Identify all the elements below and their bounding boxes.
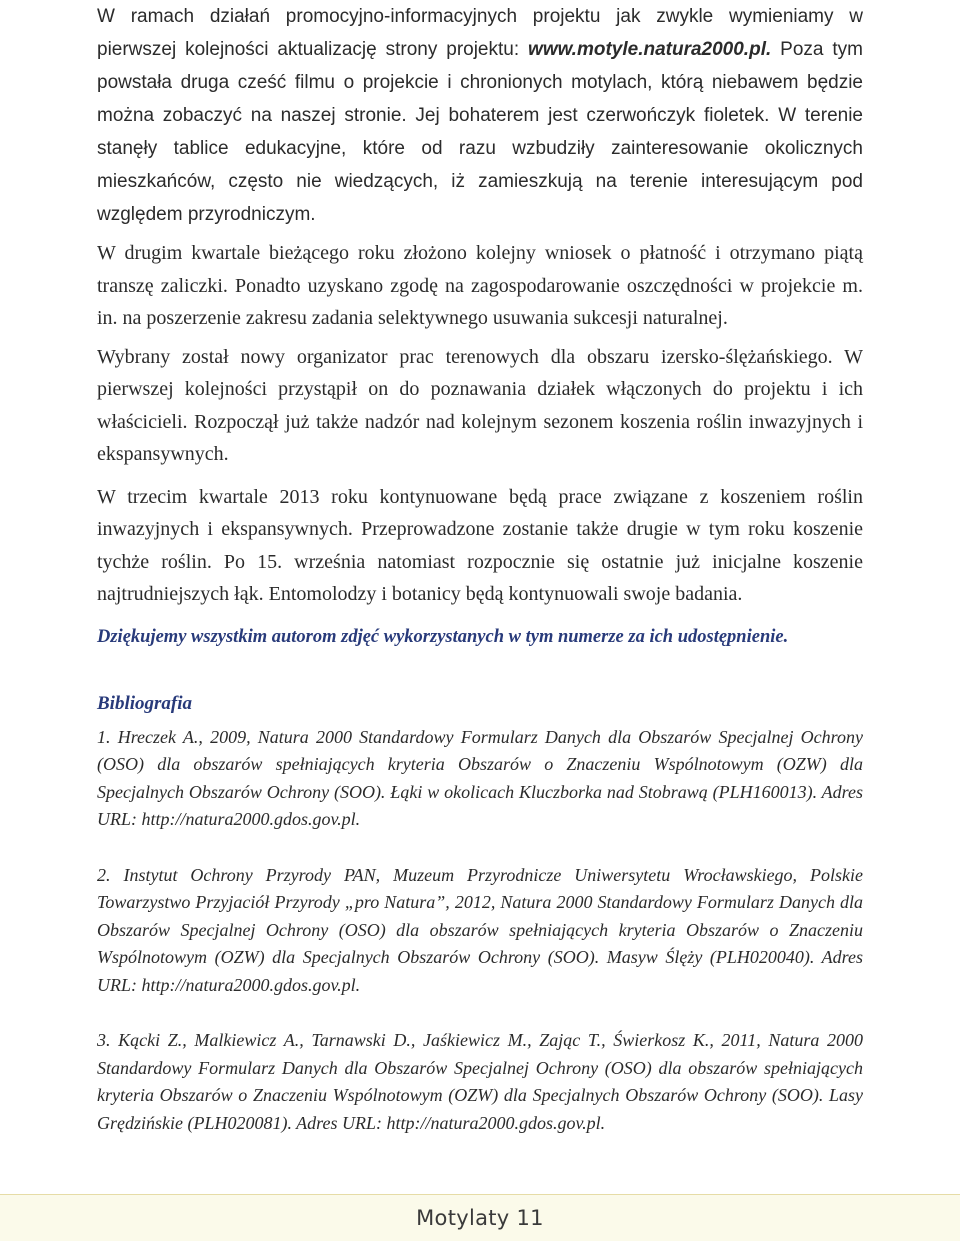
paragraph-promotion-intro: W ramach działań promocyjno-informacyjnych projektu jak zwykle wymieniamy w pierwszej kolejności aktualizację strony projektu: [97,6,863,60]
paragraph-promotion-rest: Poza tym powstała druga cześć filmu o projekcie i chronionych motylach, którą niebawem będzie można zobaczyć na naszej stronie. Jej bohaterem jest czerwończyk fioletek. W terenie stanęły tablice edukacyjne, które od razu wzbudziły zainteresowanie okolicznych mieszkańców, często nie wiedzących, iż zamieszkują na terenie interesującym pod względem przyrodniczym. [97,39,863,225]
bibliography-heading: Bibliografia [97,692,193,714]
page-content [97,0,863,1137]
bibliography-ref-1: 1. Hreczek A., 2009, Natura 2000 Standardowy Formularz Danych dla Obszarów Specjalnej Ochrony (OSO) dla obszarów spełniających kryteria Obszarów o Znaczeniu Wspólnotowym (OZW) dla Specjalnych Obszarów Ochrony (SOO). Łąki w okolicach Kluczborka nad Stobrawą (PLH160013). Adres URL: http://natura2000.gdos.gov.pl. [97,726,863,829]
footer-page-label: Motylaty 11 [416,1206,544,1230]
bibliography-ref-2: 2. Instytut Ochrony Przyrody PAN, Muzeum Przyrodnicze Uniwersytetu Wrocławskiego, Polskie Towarzystwo Przyjaciół Przyrody „pro Natura”, 2012, Natura 2000 Standardowy Formularz Danych dla Obszarów Specjalnej Ochrony (OSO) dla obszarów spełniających kryteria Obszarów o Znaczeniu Wspólnotowym (OZW) dla Specjalnych Obszarów Ochrony (SOO). Masyw Ślęży (PLH020040). Adres URL: http://natura2000.gdos.gov.pl. [97,864,863,995]
project-website-url: www.motyle.natura2000.pl. [528,39,772,60]
paragraph-new-organizer: Wybrany został nowy organizator prac terenowych dla obszaru izersko-ślężańskiego. W pierwszej kolejności przystąpił on do poznawania działek włączonych do projektu i ich właścicieli. Rozpoczął już także nadzór nad kolejnym sezonem koszenia roślin inwazyjnych i ekspansywnych. [97,345,863,465]
paragraph-promotion [97,0,863,231]
paragraph-second-quarter: W drugim kwartale bieżącego roku złożono kolejny wniosek o płatność i otrzymano piątą transzę zaliczki. Ponadto uzyskano zgodę na zagospodarowanie oszczędności w projekcie m. in. na poszerzenie zakresu zadania selektywnego usuwania sukcesji naturalnej. [97,242,863,329]
bibliography-ref-3: 3. Kącki Z., Malkiewicz A., Tarnawski D., Jaśkiewicz M., Zając T., Świerkosz K., 2011, Natura 2000 Standardowy Formularz Danych dla Obszarów Specjalnej Ochrony (OSO) dla obszarów spełniających kryteria Obszarów o Znaczeniu Wspólnotowym (OZW) dla Specjalnych Obszarów Ochrony (SOO). Lasy Grędzińskie (PLH020081). Adres URL: http://natura2000.gdos.gov.pl. [97,1030,863,1133]
paragraph-third-quarter: W trzecim kwartale 2013 roku kontynuowane będą prace związane z koszeniem roślin inwazyjnych i ekspansywnych. Przeprowadzone zostanie także drugie w tym roku koszenie tychże roślin. Po 15. września natomiast rozpocznie się ostatnie już inicjalne koszenie najtrudniejszych łąk. Entomolodzy i botanicy będą kontynuowali swoje badania. [97,485,863,605]
thanks-note: Dziękujemy wszystkim autorom zdjęć wykorzystanych w tym numerze za ich udostępnienie. [97,626,789,647]
